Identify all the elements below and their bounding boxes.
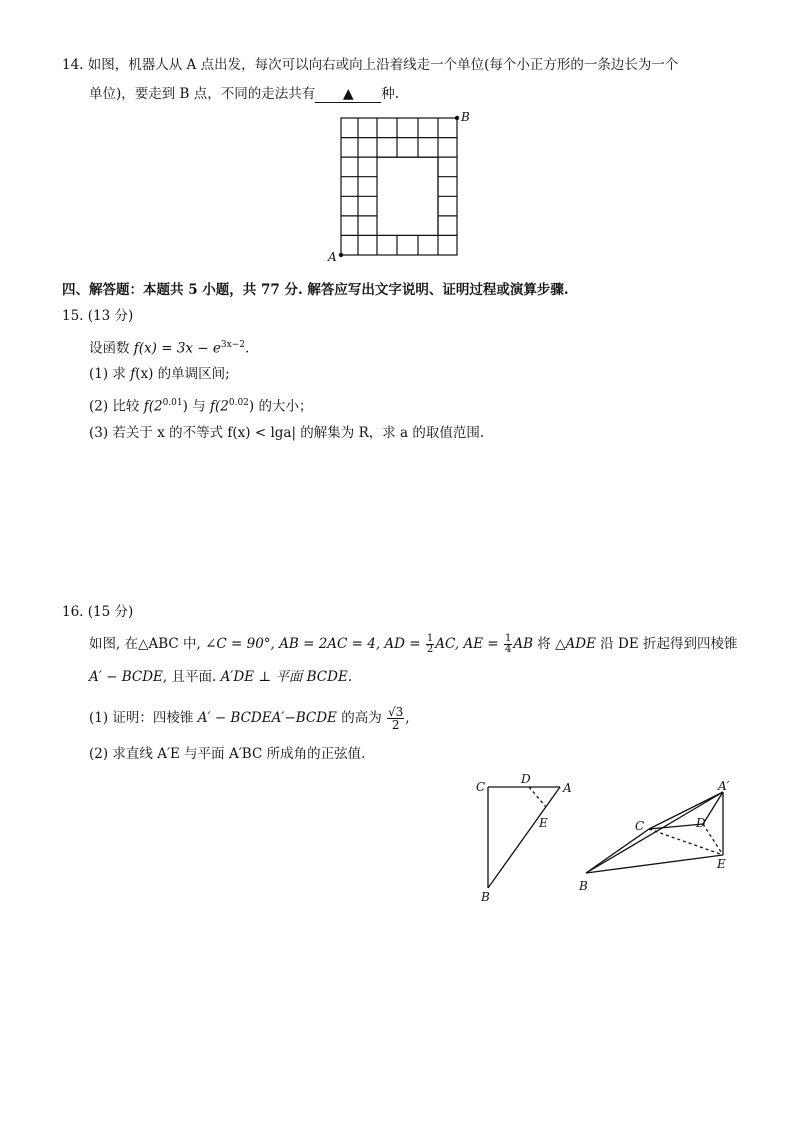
q16-stem-line2: A′ − BCDE, 且平面. A′DE ⊥ 平面 BCDE. <box>89 669 353 685</box>
fig2-label-c: C <box>476 780 486 794</box>
fraction-sqrt3-over-2: $\frac{√3}{2}$ <box>388 705 404 732</box>
fig3-label-d: D <box>696 816 706 830</box>
answer-blank: ▲ <box>315 86 381 103</box>
q15-header: 15. (13 分) <box>62 308 134 324</box>
fig3-label-b: B <box>579 879 588 893</box>
q16-header: 16. (15 分) <box>62 604 134 620</box>
fraction-one-half: $\frac{1}{2}$ <box>426 633 434 655</box>
q15-part1: (1) 求 f(x) 的单调区间; <box>89 366 230 382</box>
q15-part3: (3) 若关于 x 的不等式 f(x) < lga| 的解集为 R，求 a 的取值范围. <box>89 425 485 441</box>
q16-stem: 如图, 在△ABC 中, ∠C = 90°, AB = 2AC = 4, AD = $\frac{1}{2}$ AC, AE = $\frac{1}{4}$ AB 将 △ADE 沿 DE 折起得到四棱锥 <box>89 633 738 655</box>
pyramid-figure <box>572 780 747 900</box>
point-a <box>339 253 343 257</box>
q15-stem: 设函数 $f(x) = 3x - e^{3x-2}$. <box>89 340 250 357</box>
grid-figure <box>325 108 475 264</box>
section-heading: 四、解答题：本题共 5 小题，共 77 分. 解答应写出文字说明、证明过程或演算步骤. <box>62 282 569 298</box>
q14-line2: 单位)，要走到 B 点，不同的走法共有 ▲ 种. <box>89 86 400 102</box>
fig2-label-e: E <box>539 816 548 830</box>
fig3-label-a-prime: A′ <box>718 780 730 793</box>
q16-part1: (1) 证明：四棱锥 A′ − BCDEA′−BCDE 的高为 $\frac{√3}{2}$ , <box>89 705 410 732</box>
fraction-one-quarter: $\frac{1}{4}$ <box>504 633 512 655</box>
label-b: B <box>461 110 470 124</box>
fig3-label-c: C <box>635 819 645 833</box>
fig3-label-e: E <box>717 857 726 871</box>
point-b <box>455 116 459 120</box>
fig2-label-b: B <box>481 890 490 904</box>
q14-line1: 14. 如图，机器人从 A 点出发，每次可以向右或向上沿着线走一个单位(每个小正方形的一条边长为一个 <box>62 57 679 73</box>
q16-part2: (2) 求直线 A′E 与平面 A′BC 所成角的正弦值. <box>89 746 366 762</box>
fig2-label-d: D <box>521 772 531 786</box>
fig2-label-a: A <box>563 781 572 795</box>
label-a: A <box>328 250 337 264</box>
q15-part2: (2) 比较 $f(2^{0.01})$ 与 $f(2^{0.02})$ 的大小； <box>89 398 313 415</box>
triangle-figure <box>470 770 580 905</box>
